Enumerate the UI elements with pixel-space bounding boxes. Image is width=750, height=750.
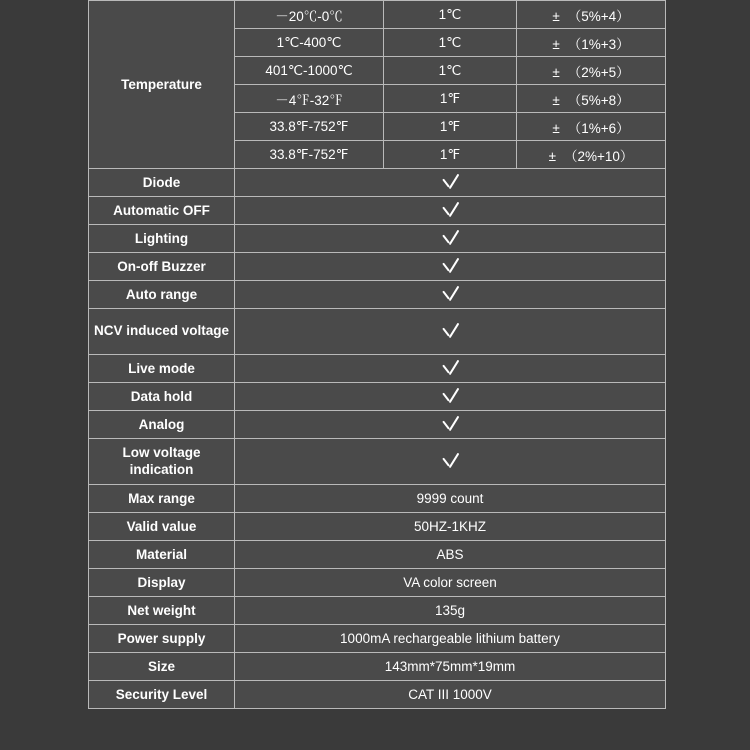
cell-supported: [235, 439, 666, 485]
cell-resolution: 1℉: [384, 141, 517, 169]
table-row: [89, 309, 666, 355]
cell-accuracy: [517, 29, 666, 57]
cell-value: VA color screen: [235, 569, 666, 597]
table-row: [89, 625, 666, 653]
accuracy-value: （2%+5）: [567, 64, 630, 80]
accuracy-value: （5%+8）: [567, 92, 630, 108]
cell-value: 135g: [235, 597, 666, 625]
cell-accuracy: [517, 85, 666, 113]
row-label-temperature: Temperature: [89, 1, 235, 169]
table-row: [89, 485, 666, 513]
check-icon: [439, 384, 461, 406]
table-row: [89, 597, 666, 625]
cell-accuracy: [517, 1, 666, 29]
table-row: [89, 411, 666, 439]
table-row: [89, 681, 666, 709]
table-row: [89, 653, 666, 681]
cell-value: 9999 count: [235, 485, 666, 513]
cell-value: 50HZ-1KHZ: [235, 513, 666, 541]
row-label-automatic-off: Automatic OFF: [89, 197, 235, 225]
cell-supported: [235, 411, 666, 439]
accuracy-value: （2%+10）: [564, 148, 634, 164]
cell-supported: [235, 197, 666, 225]
accuracy-value: （1%+6）: [567, 120, 630, 136]
check-icon: [439, 226, 461, 248]
row-label-diode: Diode: [89, 169, 235, 197]
cell-supported: [235, 225, 666, 253]
table-row: [89, 383, 666, 411]
table-row: [89, 225, 666, 253]
table-row: [89, 1, 666, 29]
check-icon: [439, 198, 461, 220]
accuracy-value: （1%+3）: [567, 36, 630, 52]
row-label-material: Material: [89, 541, 235, 569]
cell-range: －20℃-0℃: [235, 1, 384, 29]
row-label-auto-range: Auto range: [89, 281, 235, 309]
row-label-on-off-buzzer: On-off Buzzer: [89, 253, 235, 281]
table-row: [89, 513, 666, 541]
cell-supported: [235, 169, 666, 197]
cell-resolution: 1℃: [384, 29, 517, 57]
cell-resolution: 1℉: [384, 85, 517, 113]
cell-resolution: 1℉: [384, 113, 517, 141]
table-row: [89, 169, 666, 197]
row-label-data-hold: Data hold: [89, 383, 235, 411]
table-row: [89, 439, 666, 485]
table-body: [89, 1, 666, 709]
plus-minus-sign: ±: [548, 148, 556, 164]
cell-supported: [235, 253, 666, 281]
cell-value: ABS: [235, 541, 666, 569]
cell-resolution: 1℃: [384, 1, 517, 29]
table-row: [89, 541, 666, 569]
cell-range: 401℃-1000℃: [235, 57, 384, 85]
check-icon: [439, 356, 461, 378]
check-icon: [439, 412, 461, 434]
cell-range: －4℉-32℉: [235, 85, 384, 113]
row-label-size: Size: [89, 653, 235, 681]
row-label-lighting: Lighting: [89, 225, 235, 253]
specification-table: [88, 0, 666, 709]
cell-resolution: 1℃: [384, 57, 517, 85]
cell-value: 1000mA rechargeable lithium battery: [235, 625, 666, 653]
row-label-security-level: Security Level: [89, 681, 235, 709]
cell-range: 33.8℉-752℉: [235, 113, 384, 141]
plus-minus-sign: ±: [552, 64, 560, 80]
row-label-power-supply: Power supply: [89, 625, 235, 653]
cell-accuracy: [517, 141, 666, 169]
cell-accuracy: [517, 113, 666, 141]
check-icon: [439, 254, 461, 276]
row-label-max-range: Max range: [89, 485, 235, 513]
plus-minus-sign: ±: [552, 120, 560, 136]
row-label-low-voltage-indication: Low voltage indication: [89, 439, 235, 485]
cell-range: 1℃-400℃: [235, 29, 384, 57]
table-row: [89, 569, 666, 597]
plus-minus-sign: ±: [552, 36, 560, 52]
cell-supported: [235, 355, 666, 383]
accuracy-value: （5%+4）: [567, 8, 630, 24]
table-row: [89, 355, 666, 383]
row-label-analog: Analog: [89, 411, 235, 439]
cell-supported: [235, 383, 666, 411]
row-label-ncv-induced-voltage: NCV induced voltage: [89, 309, 235, 355]
plus-minus-sign: ±: [552, 92, 560, 108]
plus-minus-sign: ±: [552, 8, 560, 24]
check-icon: [439, 170, 461, 192]
row-label-display: Display: [89, 569, 235, 597]
check-icon: [439, 319, 461, 341]
cell-supported: [235, 309, 666, 355]
row-label-net-weight: Net weight: [89, 597, 235, 625]
cell-supported: [235, 281, 666, 309]
table-row: [89, 197, 666, 225]
row-label-valid-value: Valid value: [89, 513, 235, 541]
cell-value: CAT III 1000V: [235, 681, 666, 709]
cell-accuracy: [517, 57, 666, 85]
cell-range: 33.8℉-752℉: [235, 141, 384, 169]
row-label-live-mode: Live mode: [89, 355, 235, 383]
check-icon: [439, 282, 461, 304]
table-row: [89, 253, 666, 281]
cell-value: 143mm*75mm*19mm: [235, 653, 666, 681]
specification-sheet: [88, 0, 666, 709]
table-row: [89, 281, 666, 309]
check-icon: [439, 449, 461, 471]
